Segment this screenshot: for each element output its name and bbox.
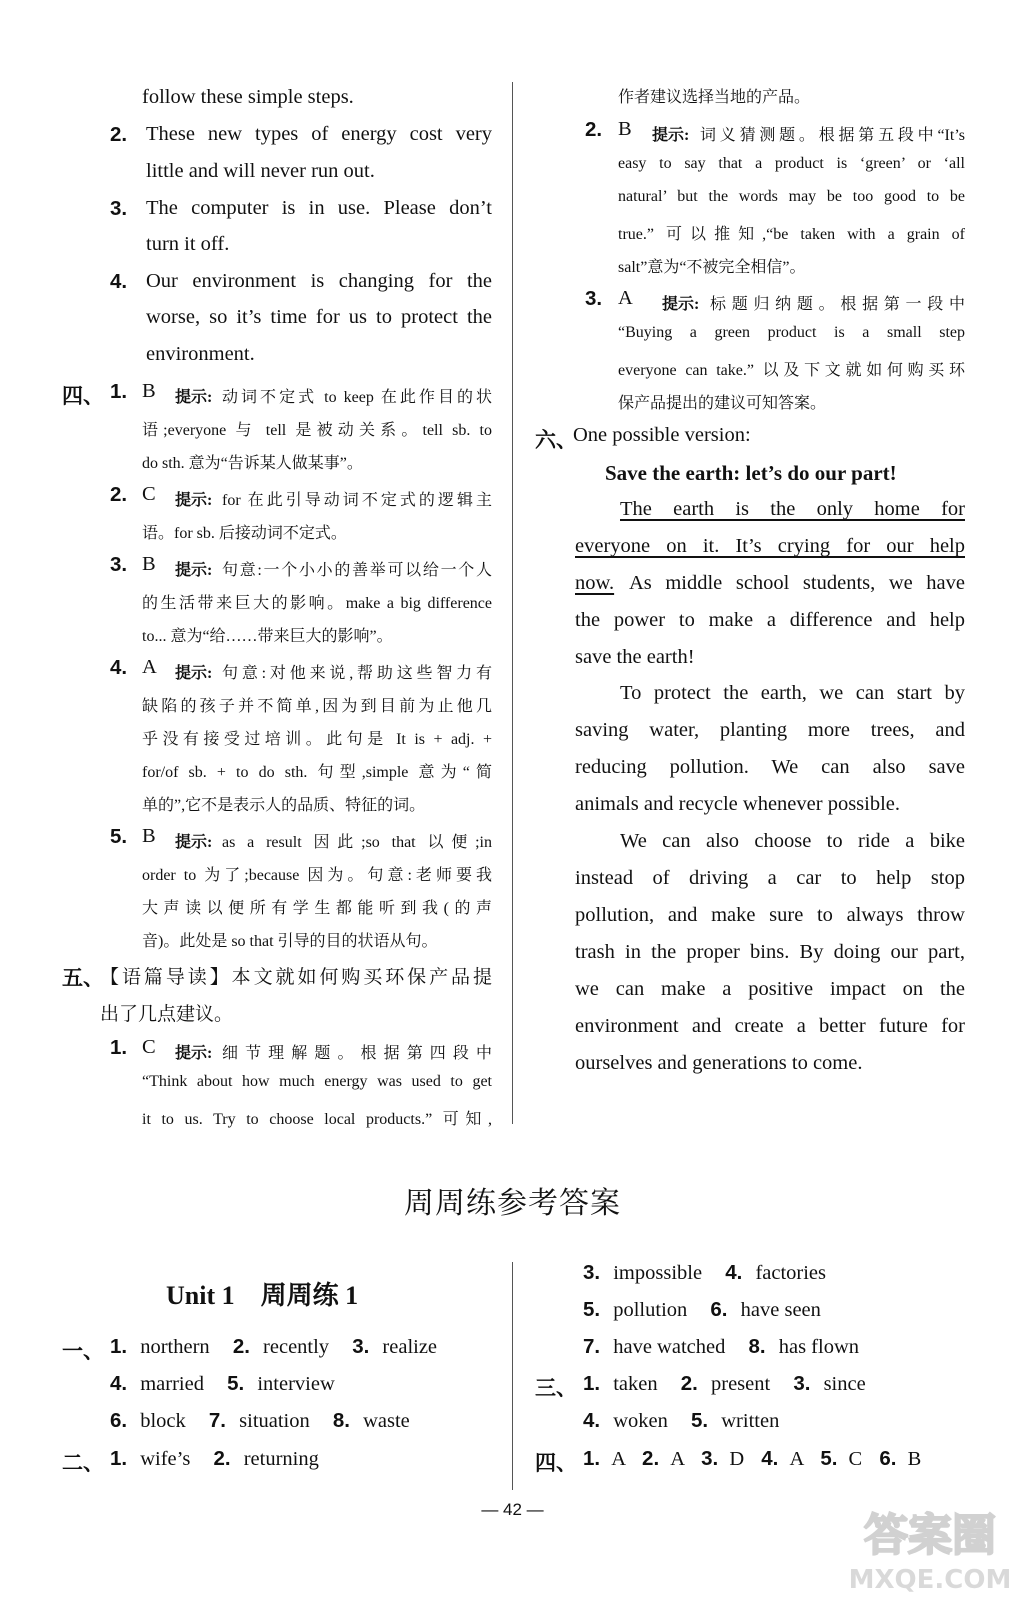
answer: situation (239, 1410, 310, 1432)
line: 细节理解题。根据第四段中 (222, 1045, 492, 1062)
item-number: 2. (110, 123, 128, 146)
line: it to us. Try to choose local products.” 可知, (142, 1111, 492, 1128)
essay-line: save the earth! (575, 646, 695, 668)
tip-label: 提示: (652, 127, 690, 144)
answer: A (142, 656, 157, 678)
item-number: 5. (110, 825, 128, 848)
column-divider (512, 82, 513, 1124)
answer: taken (613, 1373, 658, 1395)
item-number: 4. (110, 270, 128, 293)
answer-row (583, 1335, 859, 1359)
line: These new types of energy cost very (146, 123, 492, 145)
answer: waste (363, 1410, 410, 1432)
line: environment. (146, 343, 255, 365)
item-number: 4. (761, 1447, 779, 1470)
section-title: 周周练参考答案 (404, 1186, 621, 1221)
line: 出了几点建议。 (100, 1004, 234, 1025)
watermark-logo (840, 1498, 1020, 1598)
section-label: 五、 (62, 966, 104, 990)
item-number: 2. (232, 1335, 250, 1358)
line: true.” 可以推知,“be taken with a grain of (618, 226, 965, 243)
tip-label: 提示: (175, 562, 213, 579)
watermark-url: MXQE.COM (848, 1565, 1012, 1595)
essay-line: everyone on it. It’s crying for our help (575, 535, 965, 557)
item-number: 3. (352, 1335, 370, 1358)
section-label: 二、 (62, 1451, 104, 1475)
answer: A (789, 1448, 804, 1470)
watermark-mark: 答案圈 (864, 1510, 996, 1561)
item-number: 1. (583, 1372, 601, 1395)
line: worse, so it’s time for us to protect the (146, 306, 492, 328)
item-number: 3. (701, 1447, 719, 1470)
answer-row (110, 1372, 335, 1396)
item-number: 3. (110, 197, 128, 220)
essay-line: We can also choose to ride a bike (620, 830, 965, 852)
item-number: 5. (820, 1447, 838, 1470)
item-number: 5. (583, 1298, 601, 1321)
essay-line: we can make a positive impact on the (575, 978, 965, 1000)
answer: northern (140, 1336, 210, 1358)
item-number: 6. (879, 1447, 897, 1470)
item-number: 4. (583, 1409, 601, 1432)
item-number: 4. (110, 656, 128, 679)
essay-line: saving water, planting more trees, and (575, 719, 965, 741)
answer: pollution (613, 1299, 688, 1321)
line: turn it off. (146, 233, 230, 255)
item-number: 3. (585, 287, 603, 310)
item-2 (110, 123, 127, 147)
answer: A (611, 1448, 625, 1470)
answer-row (110, 1447, 319, 1471)
line: follow these simple steps. (142, 86, 354, 108)
essay-line (575, 572, 614, 595)
essay-line: As middle school students, we have (629, 572, 965, 594)
item-number: 2. (680, 1372, 698, 1395)
line: 【语篇导读】本文就如何购买环保产品提 (100, 967, 492, 988)
answer: have seen (740, 1299, 821, 1321)
tip-label: 提示: (175, 389, 213, 406)
item-number: 6. (710, 1298, 728, 1321)
line: order to 为了;because 因为。句意:老师要我 (142, 867, 492, 884)
answer: C (142, 1036, 156, 1058)
answer: B (142, 553, 156, 575)
line: salt”意为“不被完全相信”。 (618, 259, 806, 276)
answer: impossible (613, 1262, 703, 1284)
item-number: 1. (110, 380, 128, 403)
tip-label: 提示: (175, 665, 213, 682)
answer: written (721, 1410, 780, 1432)
answer: have watched (613, 1336, 726, 1358)
answer-row (583, 1409, 779, 1433)
essay-line: To protect the earth, we can start by (620, 682, 965, 704)
line: 句意:一个小小的善举可以给一个人 (222, 562, 492, 579)
item-number: 7. (583, 1335, 601, 1358)
line: do sth. 意为“告诉某人做某事”。 (142, 455, 363, 472)
line: 大声读以便所有学生都能听到我(的声 (142, 900, 492, 917)
line: 的生活带来巨大的影响。make a big difference (142, 595, 492, 612)
line: as a result 因此;so that 以便;in (222, 834, 492, 851)
item-number: 2. (110, 483, 128, 506)
item-number: 6. (110, 1409, 128, 1432)
section-label: 一、 (62, 1339, 104, 1363)
answer: C (142, 483, 156, 505)
item-number: 3. (793, 1372, 811, 1395)
answer: block (140, 1410, 186, 1432)
line: “Think about how much energy was used to get (142, 1073, 492, 1090)
tip-label: 提示: (175, 1045, 213, 1062)
item-number: 2. (585, 118, 603, 141)
line: for/of sb. + to do sth. 句型,simple 意为“简 (142, 764, 492, 781)
line: 音)。此处是 so that 引导的目的状语从句。 (142, 933, 438, 950)
unit-title: Unit 1 周周练 1 (166, 1281, 359, 1310)
line: natural’ but the words may be too good to be (618, 188, 965, 205)
line: 语;everyone 与 tell 是被动关系。tell sb. to (142, 422, 492, 439)
answer: B (142, 380, 156, 402)
item-number: 8. (332, 1409, 350, 1432)
line: easy to say that a product is ‘green’ or ‘all (618, 155, 965, 172)
essay-line: ourselves and generations to come. (575, 1052, 863, 1074)
line: 动词不定式 to keep 在此作目的状 (222, 389, 492, 406)
answer-row (583, 1261, 826, 1285)
section-label: 四、 (535, 1451, 577, 1475)
answer: interview (257, 1373, 335, 1395)
item-number: 3. (110, 553, 128, 576)
line: One possible version: (573, 424, 751, 446)
answer: woken (613, 1410, 668, 1432)
column-divider (512, 1262, 513, 1490)
item-number: 4. (110, 1372, 128, 1395)
answer: married (140, 1373, 204, 1395)
line: 保产品提出的建议可知答案。 (618, 395, 827, 412)
tip-label: 提示: (175, 834, 213, 851)
page-number: — 42 — (481, 1500, 544, 1519)
answer: returning (243, 1448, 319, 1470)
section-label: 三、 (535, 1376, 577, 1400)
essay-line: the power to make a difference and help (575, 609, 965, 631)
line: “Buying a green product is a small step (618, 324, 965, 341)
answer-row (583, 1298, 821, 1322)
line: little and will never run out. (146, 160, 375, 182)
answer: has flown (778, 1336, 859, 1358)
answer-row (110, 1335, 437, 1359)
line: 乎没有接受过培训。此句是 It is + adj. + (142, 731, 492, 748)
item-number: 1. (110, 1036, 128, 1059)
item-number: 1. (110, 1335, 128, 1358)
essay-line: reducing pollution. We can also save (575, 756, 965, 778)
answer: present (711, 1373, 771, 1395)
essay-text: now. (575, 572, 615, 594)
answer: factories (755, 1262, 827, 1284)
item-number: 2. (642, 1447, 660, 1470)
item-number: 3. (583, 1261, 601, 1284)
item-number: 5. (227, 1372, 245, 1395)
essay-line: instead of driving a car to help stop (575, 867, 965, 889)
line: for 在此引导动词不定式的逻辑主 (222, 492, 492, 509)
line: to... 意为“给……带来巨大的影响”。 (142, 628, 393, 645)
line: 缺陷的孩子并不简单,因为到目前为止他几 (142, 698, 492, 715)
answer-row (583, 1372, 866, 1396)
answer: recently (263, 1336, 330, 1358)
essay-line: animals and recycle whenever possible. (575, 793, 901, 815)
answer-row (110, 1409, 410, 1433)
answer: B (618, 118, 632, 140)
line: 词义猜测题。根据第五段中“It’s (700, 127, 965, 144)
item-number: 1. (110, 1447, 128, 1470)
essay-title: Save the earth: let’s do our part! (605, 461, 897, 485)
item-number: 7. (208, 1409, 227, 1432)
line: The computer is in use. Please don’t (146, 197, 492, 219)
item-number: 8. (748, 1335, 766, 1358)
answer: wife’s (140, 1448, 191, 1470)
answer: since (823, 1373, 866, 1395)
line: Our environment is changing for the (146, 270, 492, 292)
tip-label: 提示: (662, 296, 700, 313)
answer: A (618, 287, 633, 309)
item-number: 5. (691, 1409, 709, 1432)
section-label: 四、 (62, 384, 104, 408)
item-number: 4. (725, 1261, 743, 1284)
answer: C (848, 1448, 863, 1470)
line: 作者建议选择当地的产品。 (618, 89, 811, 106)
section-label: 六、 (535, 428, 577, 452)
item-number: 1. (583, 1447, 601, 1470)
answer: B (907, 1448, 922, 1470)
item-number: 2. (213, 1447, 231, 1470)
line: 标题归纳题。根据第一段中 (710, 296, 965, 313)
answer: A (670, 1448, 684, 1470)
essay-line: pollution, and make sure to always throw (575, 904, 965, 926)
essay-line: environment and create a better future for (575, 1015, 965, 1037)
answer: realize (382, 1336, 438, 1358)
answer: B (142, 825, 156, 847)
answer-row (583, 1447, 921, 1471)
line: 句意:对他来说,帮助这些智力有 (222, 665, 492, 682)
line: 语。for sb. 后接动词不定式。 (142, 525, 347, 542)
essay-line: trash in the proper bins. By doing our part, (575, 941, 965, 963)
line: 单的”,它不是表示人的品质、特征的词。 (142, 797, 426, 814)
line: everyone can take.” 以及下文就如何购买环 (618, 362, 965, 379)
answer: D (729, 1448, 745, 1470)
tip-label: 提示: (175, 492, 213, 509)
essay-line: The earth is the only home for (620, 498, 965, 520)
